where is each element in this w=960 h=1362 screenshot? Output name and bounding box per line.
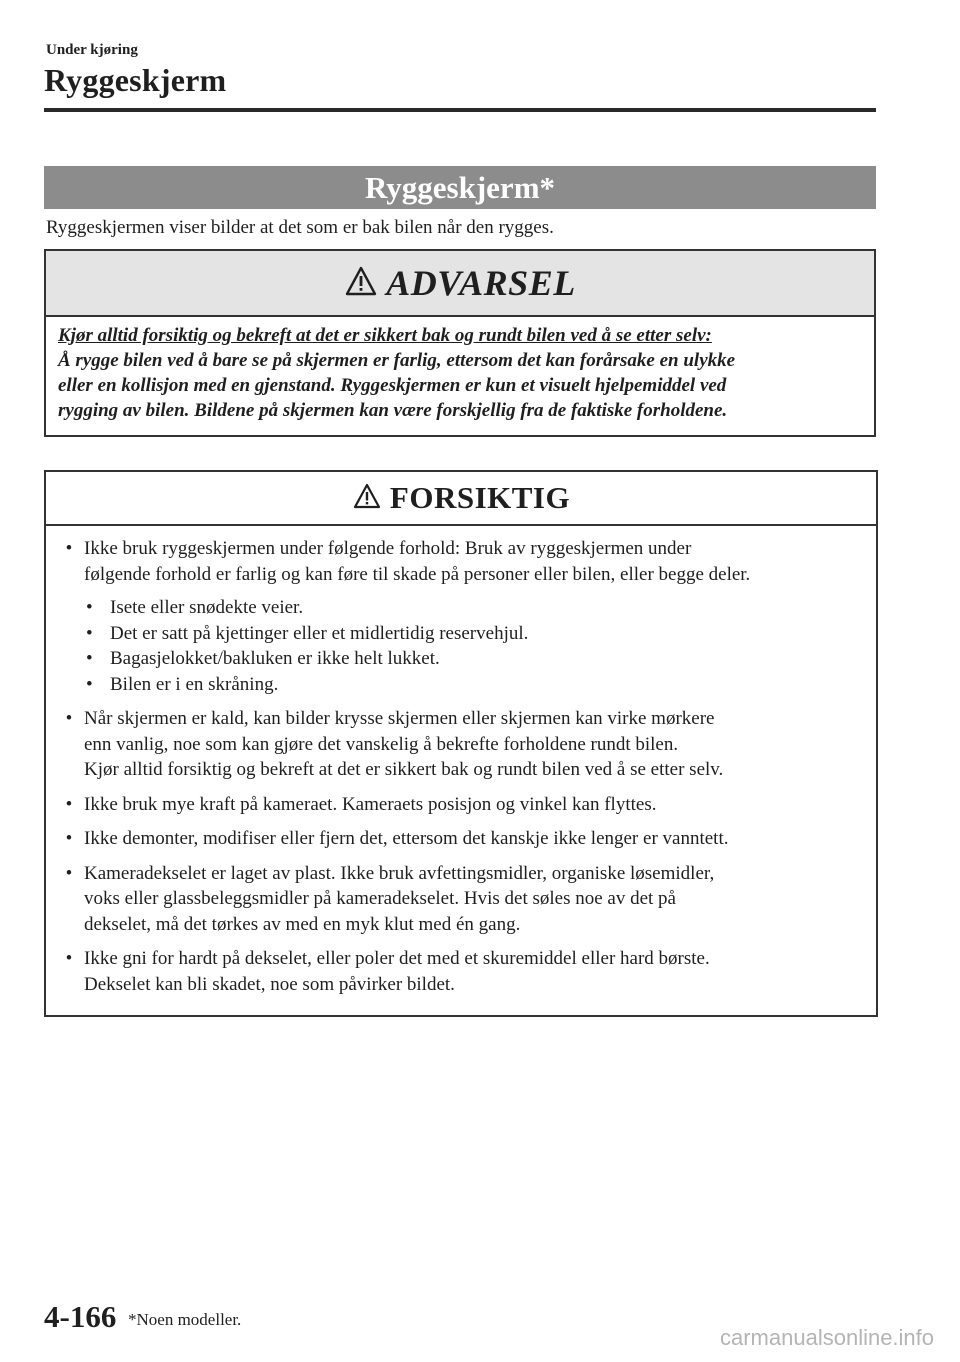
watermark: carmanualsonline.info: [720, 1325, 935, 1350]
sub-item: [84, 672, 866, 698]
sub-list: [84, 595, 866, 697]
intro-text: Ryggeskjermen viser bilder at det som er bak bilen når den rygges.: [46, 217, 554, 238]
caution-line: Kameradekselet er laget av plast. Ikke bruk avfettingsmidler, organiske løsemidler,: [84, 862, 715, 884]
page-heading: Ryggeskjerm: [44, 62, 227, 98]
sub-bullet-marker: •: [86, 673, 93, 695]
warning-line: eller en kollisjon med en gjenstand. Ryggeskjermen er kun et visuelt hjelpemiddel ved: [58, 375, 727, 396]
caution-body: [46, 526, 876, 997]
caution-header: [46, 472, 876, 526]
bullet-marker: •: [65, 538, 73, 559]
caution-item: [58, 861, 866, 938]
caution-item: [58, 792, 866, 818]
sub-item: [84, 595, 866, 621]
warning-triangle-icon: [352, 482, 382, 515]
heading-rule: [44, 108, 876, 112]
warning-body: [46, 317, 874, 423]
sub-item-text: Det er satt på kjettinger eller et midlertidig reservehjul.: [110, 622, 529, 644]
footnote: *Noen modeller.: [128, 1310, 242, 1329]
bullet-marker: •: [65, 948, 73, 969]
warning-box: [44, 249, 876, 437]
caution-item: [58, 826, 866, 852]
warning-lead: Kjør alltid forsiktig og bekreft at det er sikkert bak og rundt bilen ved å se etter selv:: [58, 325, 712, 346]
bullet-marker: •: [65, 708, 73, 729]
warning-title: ADVARSEL: [386, 263, 576, 303]
caution-line: Dekselet kan bli skadet, noe som påvirker bildet.: [84, 973, 455, 995]
warning-line: Å rygge bilen ved å bare se på skjermen er farlig, ettersom det kan forårsake en ulykke: [58, 350, 736, 371]
sub-bullet-marker: •: [86, 597, 93, 618]
bullet-marker: •: [65, 828, 73, 849]
caution-line: enn vanlig, noe som kan gjøre det vanskelig å bekrefte forholdene rundt bilen.: [84, 733, 679, 755]
caution-box: [44, 470, 878, 1017]
sub-item: [84, 621, 866, 647]
caution-title: FORSIKTIG: [389, 480, 571, 515]
caution-line: Kjør alltid forsiktig og bekreft at det er sikkert bak og rundt bilen ved å se etter selv.: [84, 759, 724, 780]
sub-item-text: Isete eller snødekte veier.: [110, 597, 304, 618]
page-number: 4-166: [44, 1299, 117, 1334]
caution-line: Når skjermen er kald, kan bilder krysse skjermen eller skjermen kan virke mørkere: [84, 708, 715, 729]
warning-line: rygging av bilen. Bildene på skjermen kan være forskjellig fra de faktiske forholdene.: [58, 400, 728, 421]
bullet-marker: •: [65, 793, 73, 815]
caution-item: [58, 706, 866, 783]
caution-line: dekselet, må det tørkes av med en myk klut med én gang.: [84, 913, 521, 935]
section-title-bar: Ryggeskjerm*: [44, 166, 876, 209]
sub-bullet-marker: •: [86, 622, 93, 644]
caution-line: følgende forhold er farlig og kan føre til skade på personer eller bilen, eller begge deler.: [84, 563, 751, 585]
sub-item-text: Bilen er i en skråning.: [110, 673, 279, 695]
caution-line: Ikke demonter, modifiser eller fjern det, ettersom det kanskje ikke lenger er vanntett.: [84, 828, 729, 849]
caution-line: Ikke bruk mye kraft på kameraet. Kameraets posisjon og vinkel kan flyttes.: [84, 793, 657, 815]
sub-item-text: Bagasjelokket/bakluken er ikke helt lukket.: [110, 648, 440, 669]
caution-item: [58, 946, 866, 997]
section-label: Under kjøring: [46, 42, 138, 58]
caution-line: Ikke gni for hardt på dekselet, eller poler det med et skuremiddel eller hard børste.: [84, 948, 710, 969]
bullet-marker: •: [65, 862, 73, 884]
warning-triangle-icon: [344, 265, 378, 302]
caution-item: [58, 536, 866, 697]
caution-line: Ikke bruk ryggeskjermen under følgende forhold: Bruk av ryggeskjermen under: [84, 538, 692, 559]
caution-line: voks eller glassbeleggsmidler på kameradekselet. Hvis det søles noe av det på: [84, 888, 676, 909]
warning-header: [46, 251, 874, 317]
sub-bullet-marker: •: [86, 648, 93, 669]
sub-item: [84, 646, 866, 672]
